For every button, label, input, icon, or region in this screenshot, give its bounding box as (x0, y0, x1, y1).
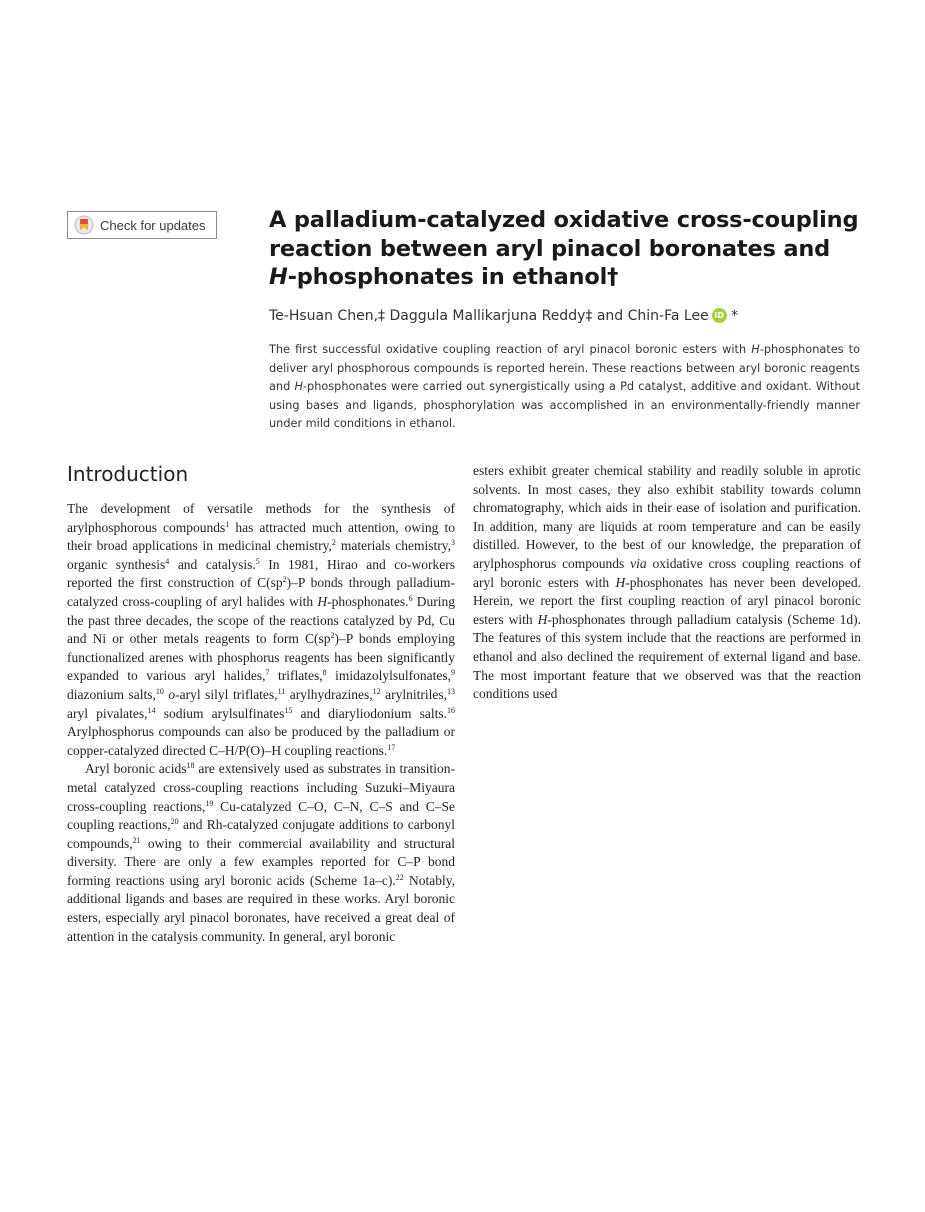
intro-paragraph-2: Aryl boronic acids$^{18}$ are extensively used as substrates in transition-metal catalyzed cross-coupling reactions including Suzuki–Miyaura cross-coupling reactions,$^{19}$ Cu-catalyzed C–O, C–N, C–S and C–Se coupling reactions,$^{20}$ and Rh-catalyzed conjugate additions to carbonyl compounds,$^{21}$ owing to their commercial availability and structural diversity. There are only a few examples reported for C–P bond forming reactions using aryl boronic acids (Scheme 1a–c).$^{22}$ Notably, additional ligands and bases are required in these works. Aryl boronic esters, especially aryl pinacol boronates, have received a great deal of attention in the catalysis community. In general, aryl boronic (67, 761, 455, 944)
article-title (269, 206, 869, 292)
body-column-left (67, 500, 455, 946)
citation-9[interactable]: 9 (451, 668, 455, 678)
citation-16[interactable]: 16 (447, 705, 456, 715)
citation-11[interactable]: 11 (277, 686, 286, 696)
citation-4[interactable]: 4 (165, 556, 170, 566)
citation-2[interactable]: 2 (331, 538, 336, 548)
introduction-heading: Introduction (67, 462, 189, 486)
citation-22[interactable]: 22 (395, 872, 404, 882)
citation-1[interactable]: 1 (225, 519, 230, 529)
author-2[interactable]: Daggula Mallikarjuna Reddy‡ (389, 308, 593, 324)
check-for-updates-badge[interactable] (67, 211, 217, 239)
citation-3[interactable]: 3 (451, 538, 455, 548)
title-h-italic: H (269, 264, 288, 290)
citation-8[interactable]: 8 (322, 668, 327, 678)
citation-5[interactable]: 5 (255, 556, 260, 566)
citation-17[interactable]: 17 (387, 742, 396, 752)
citation-10[interactable]: 10 (155, 686, 164, 696)
title-line-3: -phosphonates in ethanol† (287, 264, 619, 290)
orcid-icon[interactable]: iD (712, 308, 727, 323)
body-column-right (473, 462, 861, 704)
citation-13[interactable]: 13 (447, 686, 456, 696)
citation-15[interactable]: 15 (284, 705, 293, 715)
citation-21[interactable]: 21 (132, 835, 141, 845)
intro-paragraph-3: esters exhibit greater chemical stability and readily soluble in aprotic solvents. In most cases, they also exhibit stability towards column chromatography, which aids in their ease of isolation and purification. In addition, many are liquids at room temperature and can be easily distilled. However, to the best of our knowledge, the preparation of arylphosphorus compounds via oxidative cross coupling reactions of aryl boronic esters with H-phosphonates has never been developed. Herein, we report the first coupling reaction of aryl pinacol boronic esters with H-phosphonates through palladium catalysis (Scheme 1d). The features of this system include that the reactions are performed in ethanol and also declined the requirement of external ligand and base. The most important feature that we observed was that the reaction conditions used (473, 463, 861, 702)
author-1[interactable]: Te-Hsuan Chen,‡ (269, 308, 386, 324)
check-for-updates-label: Check for updates (100, 217, 206, 233)
citation-20[interactable]: 20 (170, 817, 179, 827)
citation-12[interactable]: 12 (372, 686, 381, 696)
citation-18[interactable]: 18 (186, 761, 195, 771)
citation-19[interactable]: 19 (205, 798, 214, 808)
author-list (269, 305, 869, 327)
title-line-2: reaction between aryl pinacol boronates and (269, 235, 831, 262)
intro-paragraph-1: The development of versatile methods for the synthesis of arylphosphorous compounds$^1$ has attracted much attention, owing to their broad applications in medicinal chemistry,$^2$ materials chemistry,$^3$ organic synthesis$^4$ and catalysis.$^5$ In 1981, Hirao and co-workers reported the first construction of $C(sp^2)-P$ bonds through palladium-catalyzed cross-coupling of aryl halides with H-phosphonates.$^6$ During the past three decades, the scope of the reactions catalyzed by Pd, Cu and Ni or other metals reagents to form $C(sp^2)-P$ bonds employing functionalized arenes with phosphorus reagents has been significantly expanded to various aryl halides,$^7$ triflates,$^8$ imidazolylsulfonates,$^9$ diazonium salts,$^{10}$ o-aryl silyl triflates,$^{11}$ arylhydrazines,$^{12}$ arylnitriles,$^{13}$ aryl pivalates,$^{14}$ sodium arylsulfinates$^{15}$ and diaryliodonium salts.$^{16}$ Arylphosphorus compounds can also be produced by the palladium or copper-catalyzed directed C–H/P(O)–H coupling reactions.$^{17}$ (67, 501, 456, 758)
author-3[interactable]: Chin-Fa Lee (627, 308, 709, 324)
citation-14[interactable]: 14 (147, 705, 156, 715)
abstract: The first successful oxidative coupling reaction of aryl pinacol boronic esters with H-phosphonates to deliver aryl phosphorous compounds is reported herein. These reactions between aryl boronic reagents and H-phosphonates were carried out synergistically using a Pd catalyst, additive and oxidant. Without using bases and ligands, phosphorylation was accomplished in an environmentally-friendly manner under mild conditions in ethanol. (269, 343, 860, 431)
title-line-1: A palladium-catalyzed oxidative cross-coupling (269, 207, 859, 233)
citation-6[interactable]: 6 (408, 593, 413, 603)
corresponding-mark: * (731, 308, 739, 324)
crossmark-icon (74, 215, 94, 235)
citation-7[interactable]: 7 (265, 668, 270, 678)
author-and: and (596, 308, 624, 324)
